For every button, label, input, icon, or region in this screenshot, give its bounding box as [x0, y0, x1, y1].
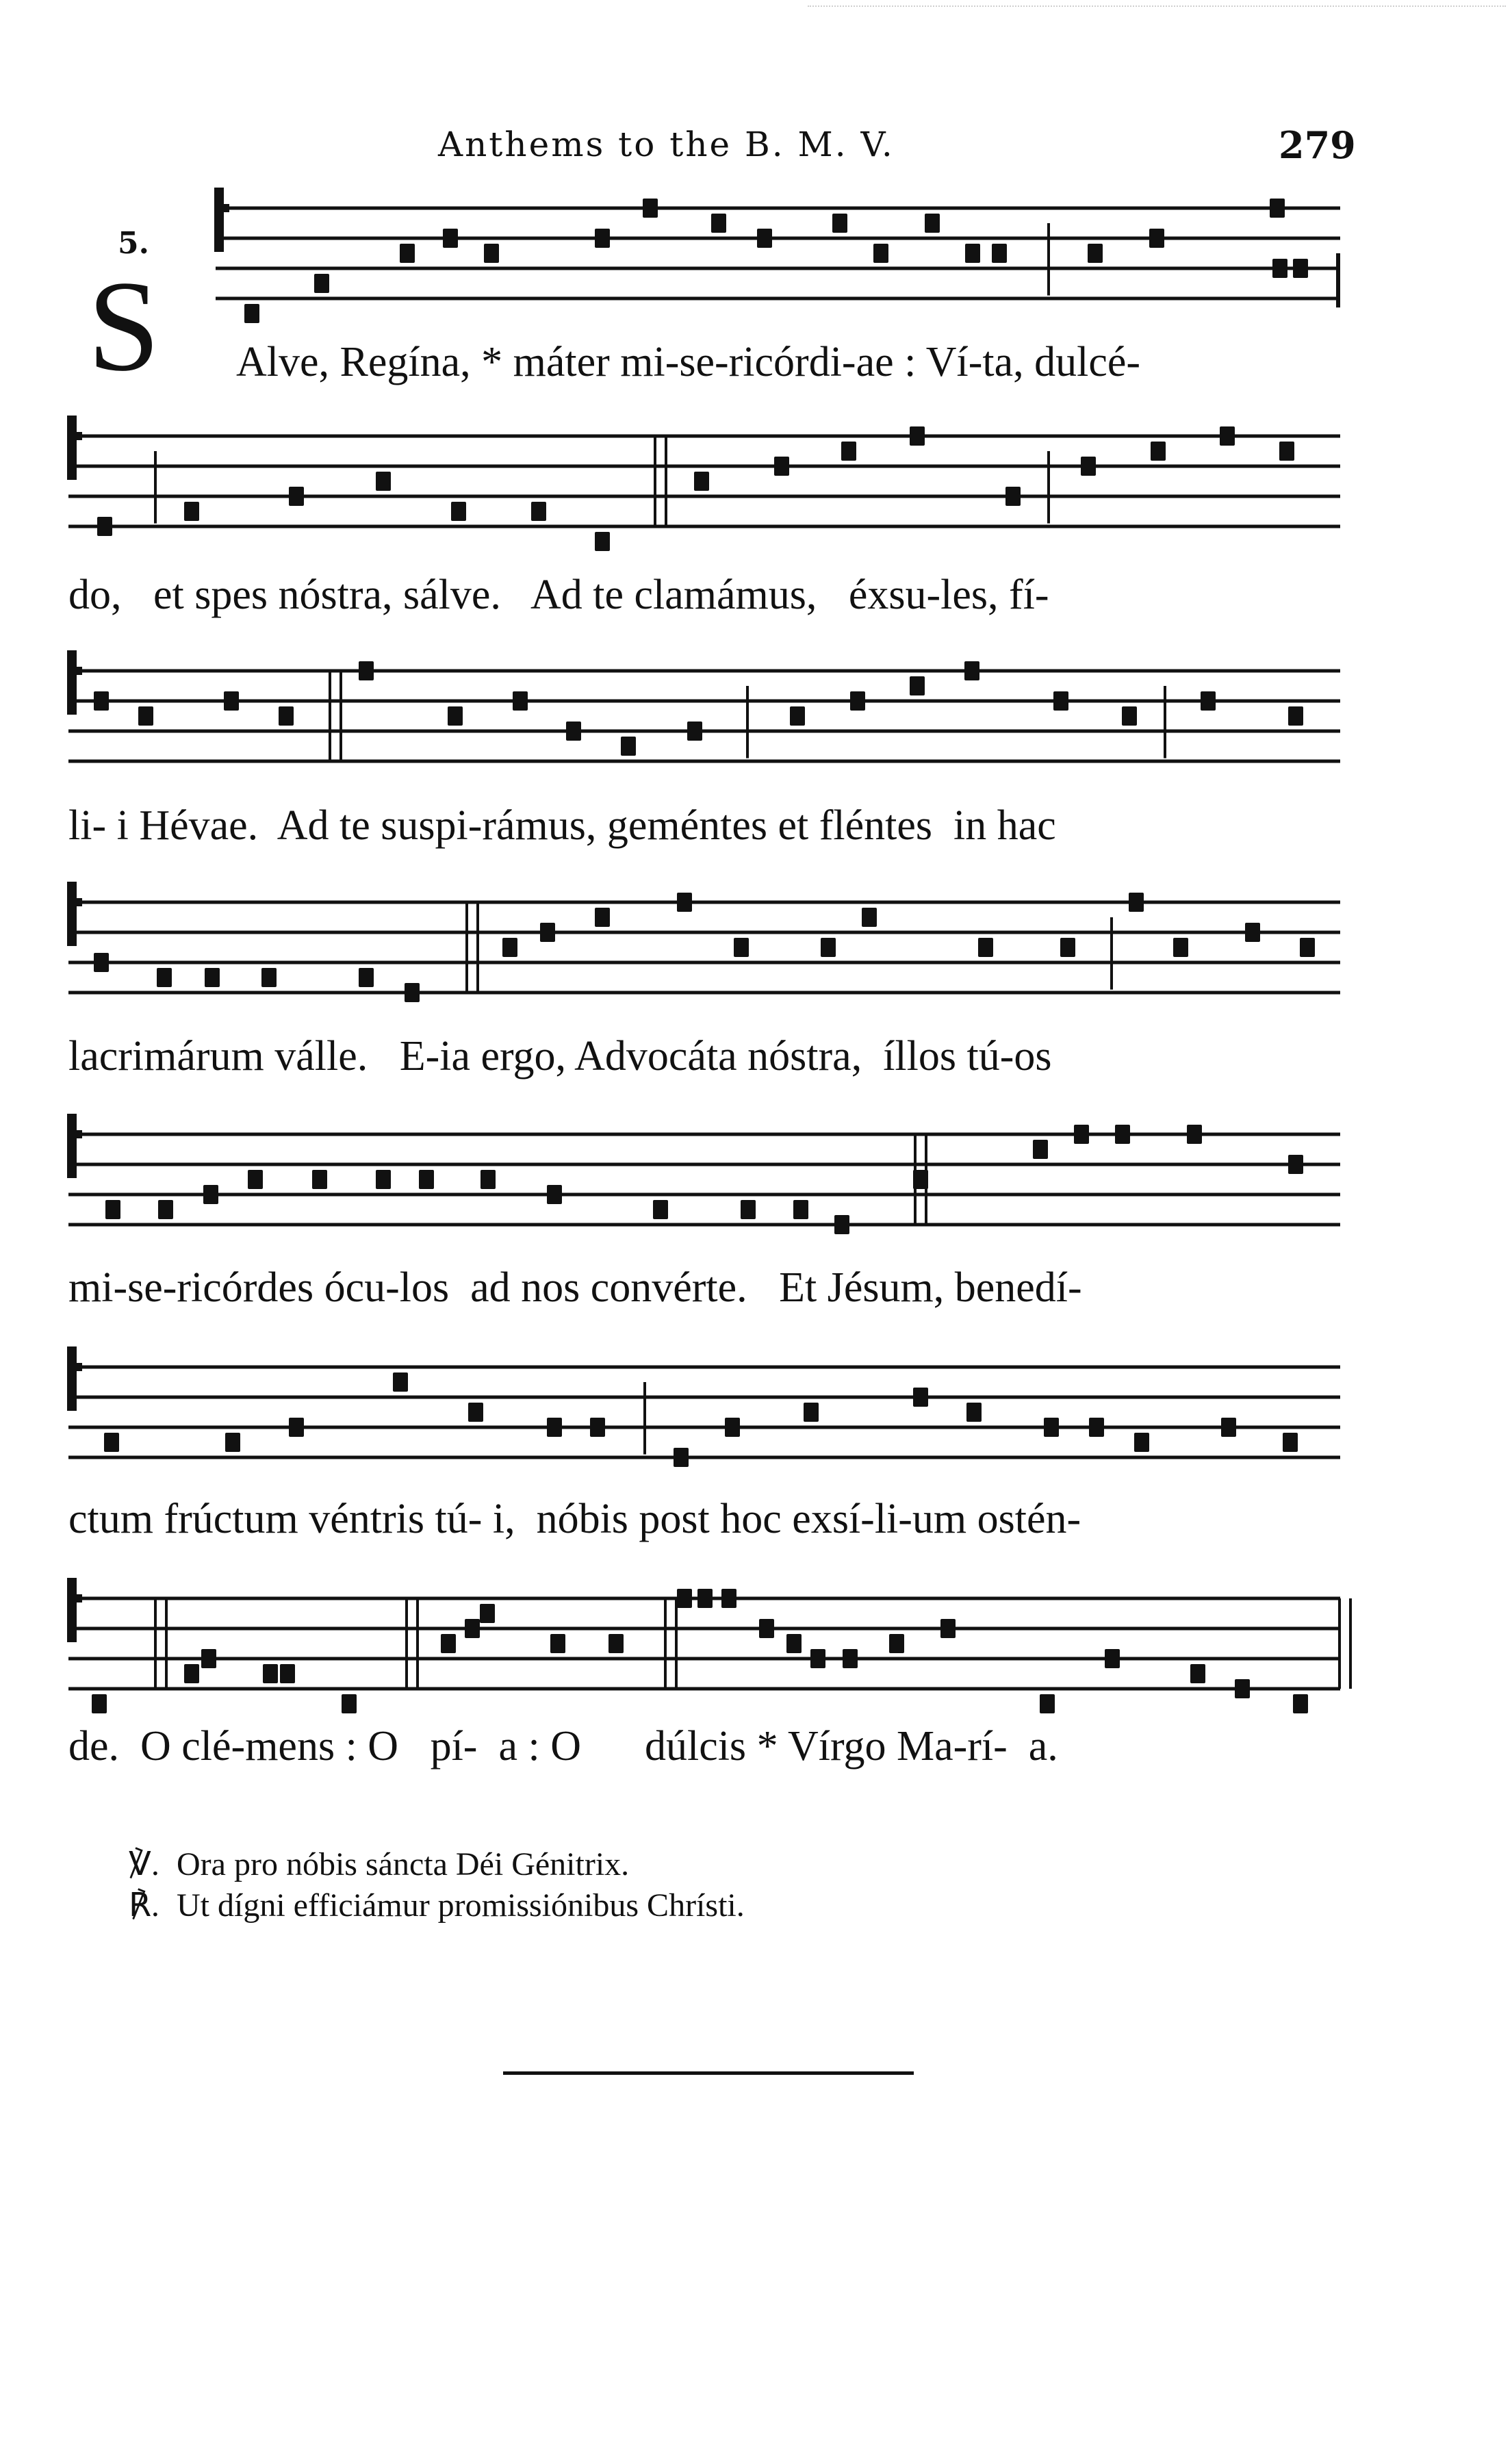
punctum-note-icon: [1235, 1679, 1250, 1698]
chant-staff: [0, 1326, 1512, 1512]
punctum-note-icon: [1053, 691, 1068, 711]
double-bar-icon: [1349, 1598, 1352, 1689]
punctum-note-icon: [1129, 893, 1144, 912]
punctum-note-icon: [359, 968, 374, 987]
punctum-note-icon: [1220, 426, 1235, 446]
chant-staff: [0, 861, 1512, 1047]
punctum-note-icon: [595, 908, 610, 927]
punctum-note-icon: [203, 1185, 218, 1204]
punctum-note-icon: [376, 472, 391, 491]
c-clef-icon: [67, 1346, 82, 1411]
punctum-note-icon: [224, 691, 239, 711]
punctum-note-icon: [889, 1634, 904, 1653]
punctum-note-icon: [757, 229, 772, 248]
punctum-note-icon: [419, 1170, 434, 1189]
punctum-note-icon: [1081, 457, 1096, 476]
half-bar-icon: [746, 686, 749, 758]
c-clef-icon: [67, 882, 82, 946]
punctum-note-icon: [1088, 244, 1103, 263]
punctum-note-icon: [1044, 1418, 1059, 1437]
punctum-note-icon: [550, 1634, 565, 1653]
punctum-note-icon: [1005, 487, 1021, 506]
punctum-note-icon: [834, 1215, 849, 1234]
punctum-note-icon: [940, 1619, 956, 1638]
punctum-note-icon: [92, 1694, 107, 1713]
double-bar-icon: [465, 902, 468, 993]
double-bar-icon: [339, 671, 342, 761]
c-clef-icon: [67, 416, 82, 480]
punctum-note-icon: [653, 1200, 668, 1219]
punctum-note-icon: [312, 1170, 327, 1189]
punctum-note-icon: [1293, 1694, 1308, 1713]
punctum-note-icon: [244, 304, 259, 323]
lyric-line: de. O clé-mens : O pí- a : O dúlcis * Vírgo Ma-rí- a.: [68, 1723, 1058, 1770]
punctum-note-icon: [790, 706, 805, 726]
punctum-note-icon: [1272, 259, 1287, 278]
punctum-note-icon: [966, 1403, 982, 1422]
punctum-note-icon: [1283, 1433, 1298, 1452]
punctum-note-icon: [1134, 1433, 1149, 1452]
chant-number: 5.: [118, 226, 149, 261]
punctum-note-icon: [104, 1433, 119, 1452]
punctum-note-icon: [400, 244, 415, 263]
double-bar-icon: [675, 1598, 678, 1689]
punctum-note-icon: [1300, 938, 1315, 957]
punctum-note-icon: [279, 706, 294, 726]
punctum-note-icon: [992, 244, 1007, 263]
punctum-note-icon: [694, 472, 709, 491]
punctum-note-icon: [263, 1664, 278, 1683]
punctum-note-icon: [913, 1170, 928, 1189]
punctum-note-icon: [1173, 938, 1188, 957]
punctum-note-icon: [913, 1388, 928, 1407]
page-number: 279: [1279, 123, 1356, 167]
punctum-note-icon: [1105, 1649, 1120, 1668]
response-text: Ut dígni efficiámur promissiónibus Chrísti.: [177, 1887, 745, 1924]
punctum-note-icon: [184, 502, 199, 521]
punctum-note-icon: [925, 214, 940, 233]
punctum-note-icon: [850, 691, 865, 711]
punctum-note-icon: [280, 1664, 295, 1683]
punctum-note-icon: [978, 938, 993, 957]
punctum-note-icon: [1221, 1418, 1236, 1437]
lyric-line: lacrimárum válle. E-ia ergo, Advocáta nóstra, íllos tú-os: [68, 1033, 1052, 1080]
lyric-line: li- i Hévae. Ad te suspi-rámus, geméntes et fléntes in hac: [68, 802, 1056, 849]
punctum-note-icon: [793, 1200, 808, 1219]
punctum-note-icon: [677, 1589, 692, 1608]
punctum-note-icon: [965, 244, 980, 263]
punctum-note-icon: [158, 1200, 173, 1219]
punctum-note-icon: [873, 244, 888, 263]
punctum-note-icon: [405, 983, 420, 1002]
punctum-note-icon: [289, 1418, 304, 1437]
punctum-note-icon: [643, 199, 658, 218]
punctum-note-icon: [721, 1589, 736, 1608]
punctum-note-icon: [468, 1403, 483, 1422]
punctum-note-icon: [687, 722, 702, 741]
punctum-note-icon: [621, 737, 636, 756]
punctum-note-icon: [590, 1418, 605, 1437]
punctum-note-icon: [862, 908, 877, 927]
punctum-note-icon: [734, 938, 749, 957]
punctum-note-icon: [1190, 1664, 1205, 1683]
chant-staff: [0, 1557, 1512, 1744]
chant-staff: [0, 630, 1512, 816]
punctum-note-icon: [1089, 1418, 1104, 1437]
double-bar-icon: [654, 436, 656, 526]
double-bar-icon: [329, 671, 331, 761]
punctum-note-icon: [1293, 259, 1308, 278]
punctum-note-icon: [201, 1649, 216, 1668]
punctum-note-icon: [205, 968, 220, 987]
punctum-note-icon: [1270, 199, 1285, 218]
punctum-note-icon: [1122, 706, 1137, 726]
punctum-note-icon: [359, 661, 374, 680]
punctum-note-icon: [513, 691, 528, 711]
response-symbol-icon: ℟.: [129, 1887, 159, 1924]
half-bar-icon: [1164, 686, 1166, 758]
half-bar-icon: [1110, 917, 1113, 990]
punctum-note-icon: [910, 426, 925, 446]
punctum-note-icon: [1149, 229, 1164, 248]
punctum-note-icon: [1033, 1140, 1048, 1159]
punctum-note-icon: [393, 1372, 408, 1392]
c-clef-icon: [214, 188, 229, 252]
punctum-note-icon: [821, 938, 836, 957]
punctum-note-icon: [138, 706, 153, 726]
punctum-note-icon: [964, 661, 979, 680]
double-bar-icon: [1338, 1598, 1341, 1689]
half-bar-icon: [154, 451, 157, 524]
versicle-text: Ora pro nóbis sáncta Déi Génitrix.: [177, 1846, 630, 1882]
punctum-note-icon: [810, 1649, 825, 1668]
punctum-note-icon: [774, 457, 789, 476]
chant-initial-letter: S: [88, 255, 160, 398]
punctum-note-icon: [94, 953, 109, 972]
scan-artifact-marks: [808, 5, 1506, 11]
double-bar-icon: [665, 436, 667, 526]
punctum-note-icon: [342, 1694, 357, 1713]
c-clef-icon: [67, 1578, 82, 1642]
punctum-note-icon: [741, 1200, 756, 1219]
punctum-note-icon: [97, 517, 112, 536]
punctum-note-icon: [261, 968, 277, 987]
punctum-note-icon: [157, 968, 172, 987]
chant-staff: [0, 395, 1512, 581]
punctum-note-icon: [441, 1634, 456, 1653]
punctum-note-icon: [1245, 923, 1260, 942]
punctum-note-icon: [1074, 1125, 1089, 1144]
lyric-line: Alve, Regína, * máter mi-se-ricórdi-ae : Ví-ta, dulcé-: [236, 339, 1141, 385]
punctum-note-icon: [804, 1403, 819, 1422]
versicle-symbol-icon: ℣.: [129, 1846, 159, 1882]
punctum-note-icon: [314, 274, 329, 293]
punctum-note-icon: [711, 214, 726, 233]
double-bar-icon: [165, 1598, 168, 1689]
punctum-note-icon: [832, 214, 847, 233]
punctum-note-icon: [1288, 1155, 1303, 1174]
punctum-note-icon: [1288, 706, 1303, 726]
punctum-note-icon: [608, 1634, 624, 1653]
punctum-note-icon: [531, 502, 546, 521]
custos-icon: [1336, 253, 1340, 307]
running-title: Anthems to the B. M. V.: [438, 125, 895, 164]
lyric-line: ctum frúctum véntris tú- i, nóbis post hoc exsí-li-um ostén-: [68, 1496, 1081, 1542]
half-bar-icon: [1047, 223, 1050, 296]
punctum-note-icon: [1040, 1694, 1055, 1713]
lyric-line: do, et spes nóstra, sálve. Ad te clamámus, éxsu-les, fí-: [68, 572, 1049, 618]
double-bar-icon: [154, 1598, 157, 1689]
chant-staff: [0, 167, 1512, 353]
punctum-note-icon: [759, 1619, 774, 1638]
punctum-note-icon: [1060, 938, 1075, 957]
punctum-note-icon: [484, 244, 499, 263]
double-bar-icon: [664, 1598, 667, 1689]
punctum-note-icon: [225, 1433, 240, 1452]
punctum-note-icon: [547, 1418, 562, 1437]
punctum-note-icon: [480, 1604, 495, 1623]
punctum-note-icon: [443, 229, 458, 248]
punctum-note-icon: [480, 1170, 496, 1189]
punctum-note-icon: [697, 1589, 713, 1608]
lyric-line: mi-se-ricórdes ócu-los ad nos convérte. Et Jésum, benedí-: [68, 1264, 1082, 1311]
punctum-note-icon: [248, 1170, 263, 1189]
c-clef-icon: [67, 1114, 82, 1178]
punctum-note-icon: [465, 1619, 480, 1638]
punctum-note-icon: [1151, 442, 1166, 461]
punctum-note-icon: [1115, 1125, 1130, 1144]
punctum-note-icon: [841, 442, 856, 461]
punctum-note-icon: [502, 938, 517, 957]
punctum-note-icon: [1187, 1125, 1202, 1144]
response-line: [96, 1856, 745, 1955]
punctum-note-icon: [451, 502, 466, 521]
double-bar-icon: [405, 1598, 408, 1689]
end-rule-divider: [503, 2071, 914, 2075]
punctum-note-icon: [94, 691, 109, 711]
punctum-note-icon: [595, 532, 610, 551]
punctum-note-icon: [674, 1448, 689, 1467]
punctum-note-icon: [448, 706, 463, 726]
punctum-note-icon: [376, 1170, 391, 1189]
punctum-note-icon: [1201, 691, 1216, 711]
double-bar-icon: [476, 902, 479, 993]
c-clef-icon: [67, 650, 82, 715]
punctum-note-icon: [843, 1649, 858, 1668]
punctum-note-icon: [540, 923, 555, 942]
punctum-note-icon: [566, 722, 581, 741]
half-bar-icon: [643, 1382, 646, 1455]
double-bar-icon: [416, 1598, 419, 1689]
punctum-note-icon: [595, 229, 610, 248]
punctum-note-icon: [910, 676, 925, 695]
punctum-note-icon: [547, 1185, 562, 1204]
chant-staff: [0, 1093, 1512, 1279]
punctum-note-icon: [184, 1664, 199, 1683]
punctum-note-icon: [677, 893, 692, 912]
punctum-note-icon: [725, 1418, 740, 1437]
punctum-note-icon: [786, 1634, 802, 1653]
punctum-note-icon: [105, 1200, 120, 1219]
punctum-note-icon: [1279, 442, 1294, 461]
punctum-note-icon: [289, 487, 304, 506]
half-bar-icon: [1047, 451, 1050, 524]
